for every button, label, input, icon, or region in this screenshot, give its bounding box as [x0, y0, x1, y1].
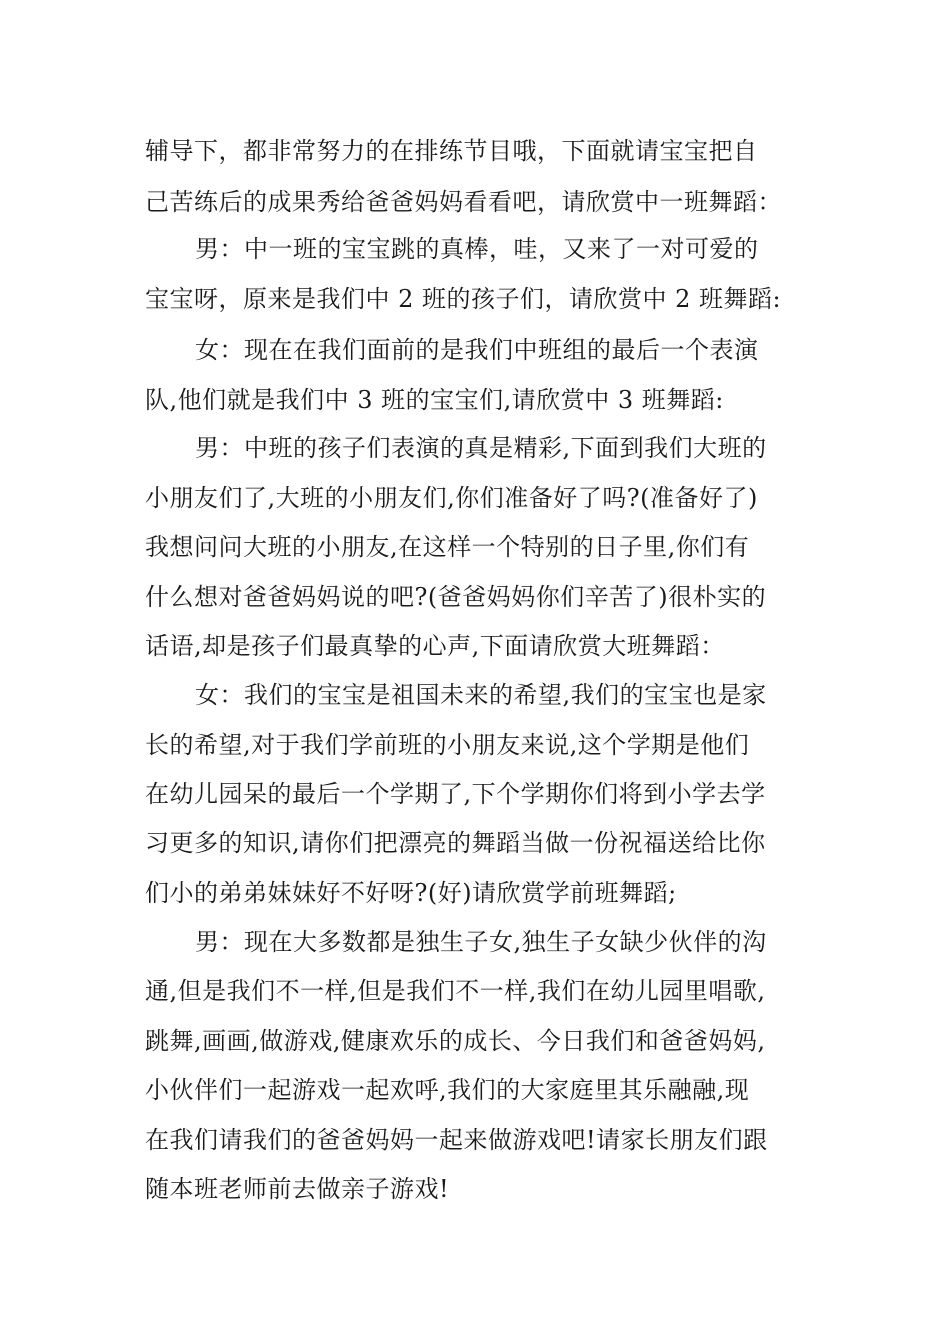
line-text: 在我们请我们的爸爸妈妈一起来做游戏吧!请家长朋友们跟 [145, 1126, 768, 1154]
line-text: 话语,却是孩子们最真挚的心声,下面请欣赏大班舞蹈： [145, 632, 725, 660]
text-line [0, 1120, 950, 1160]
line-text: 在幼儿园呆的最后一个学期了,下个学期你们将到小学去学 [145, 780, 766, 808]
text-line [0, 971, 950, 1011]
line-text: 女：现在在我们面前的是我们中班组的最后一个表演 [195, 336, 759, 364]
text-line [0, 1169, 950, 1209]
line-text: 随本班老师前去做亲子游戏! [145, 1175, 450, 1203]
line-text: 小伙伴们一起游戏一起欢呼,我们的大家庭里其乐融融,现 [145, 1076, 750, 1104]
line-text: 习更多的知识,请你们把漂亮的舞蹈当做一份祝福送给比你 [145, 829, 766, 857]
line-text: 长的希望,对于我们学前班的小朋友来说,这个学期是他们 [145, 731, 750, 759]
line-text: 什么想对爸爸妈妈说的吧?(爸爸妈妈你们辛苦了)很朴实的 [145, 583, 767, 611]
line-text: 通,但是我们不一样,但是我们不一样,我们在幼儿园里唱歌, [145, 977, 766, 1005]
line-text: 小朋友们了,大班的小朋友们,你们准备好了吗?(准备好了) [145, 484, 758, 512]
text-line [0, 428, 950, 468]
text-line [0, 330, 950, 370]
text-line [0, 626, 950, 666]
line-text: 女：我们的宝宝是祖国未来的希望,我们的宝宝也是家 [195, 681, 767, 709]
text-line [0, 1070, 950, 1110]
text-line [0, 873, 950, 913]
line-text: 我想问问大班的小朋友,在这样一个特别的日子里,你们有 [145, 533, 750, 561]
text-line [0, 527, 950, 567]
text-line [0, 478, 950, 518]
line-text: 男：中一班的宝宝跳的真棒，哇，又来了一对可爱的 [195, 235, 759, 263]
text-line [0, 725, 950, 765]
text-line [0, 577, 950, 617]
text-line [0, 182, 950, 222]
line-text: 队,他们就是我们中 3 班的宝宝们,请欣赏中 3 班舞蹈: [145, 386, 724, 414]
text-line [0, 922, 950, 962]
line-text: 宝宝呀，原来是我们中 2 班的孩子们，请欣赏中 2 班舞蹈: [145, 285, 782, 313]
line-text: 男：现在大多数都是独生子女,独生子女缺少伙伴的沟 [195, 928, 767, 956]
text-line [0, 774, 950, 814]
text-line [0, 1021, 950, 1061]
text-line [0, 279, 950, 319]
text-line [0, 823, 950, 863]
line-text: 男：中班的孩子们表演的真是精彩,下面到我们大班的 [195, 434, 767, 462]
text-line [0, 229, 950, 269]
text-line [0, 380, 950, 420]
line-text: 辅导下，都非常努力的在排练节目哦，下面就请宝宝把自 [145, 137, 758, 165]
text-line [0, 131, 950, 171]
text-line [0, 675, 950, 715]
line-text: 跳舞,画画,做游戏,健康欢乐的成长、今日我们和爸爸妈妈, [145, 1027, 766, 1055]
line-text: 己苦练后的成果秀给爸爸妈妈看看吧，请欣赏中一班舞蹈： [145, 188, 782, 216]
line-text: 们小的弟弟妹妹好不好呀?(好)请欣赏学前班舞蹈; [145, 879, 677, 907]
